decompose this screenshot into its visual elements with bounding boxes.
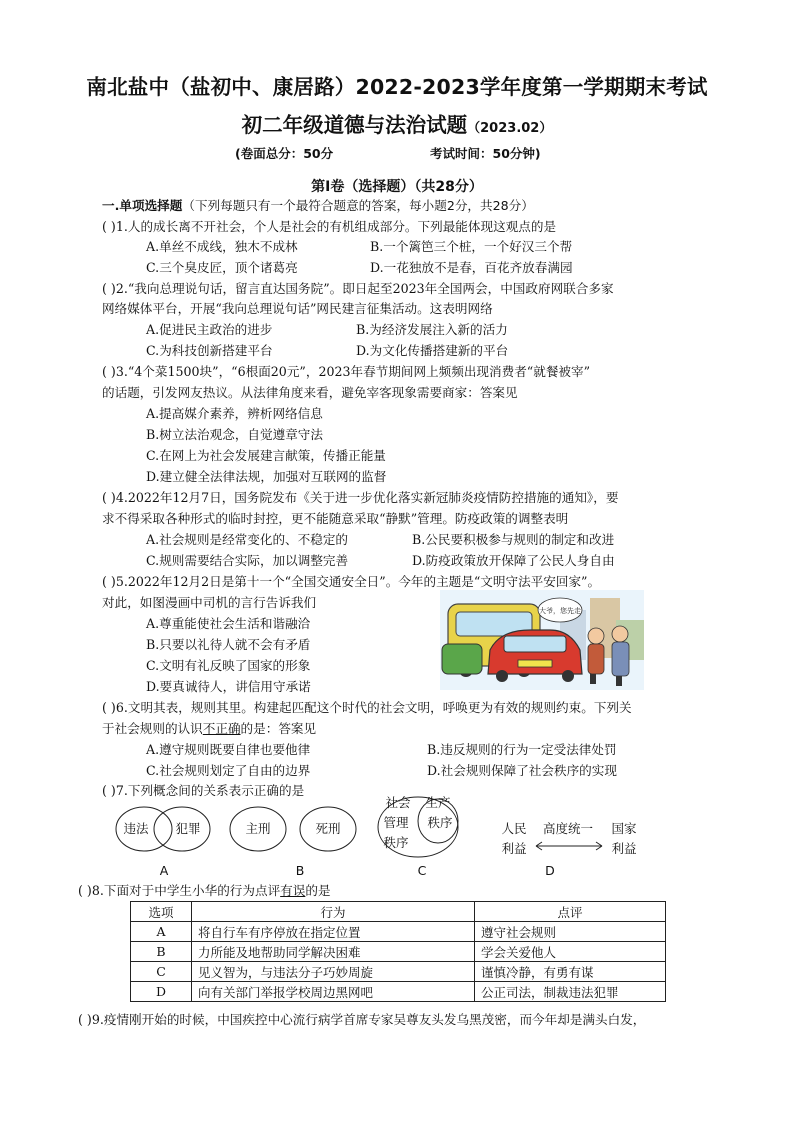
question-3: ( )3.“4个菜1500块”，“6根面20元”，2023年春节期间网上频频出现消费者“就餐被宰” <box>102 364 591 379</box>
table-cell: 遵守社会规则 <box>475 922 666 942</box>
q4-option-d: D.防疫政策放开保障了公民人身自由 <box>412 553 615 568</box>
q1-option-c: C.三个臭皮匠，顶个诸葛亮 <box>146 260 298 275</box>
table-cell: A <box>131 922 192 942</box>
q6-option-d: D.社会规则保障了社会秩序的实现 <box>427 763 617 778</box>
exam-title: 南北盐中（盐初中、康居路）2022-2023学年度第一学期期末考试 <box>86 75 708 99</box>
q1-option-d: D.一花独放不是春，百花齐放春满园 <box>370 260 573 275</box>
question-2: ( )2.“我向总理说句话，留言直达国务院”。即日起至2023年全国两会，中国政府网联合多家 <box>102 281 614 296</box>
subtitle-text: 初二年级道德与法治试题 <box>241 113 468 137</box>
q4-option-b: B.公民要积极参与规则的制定和改进 <box>412 532 615 547</box>
diagram-c-t2: 生产 <box>425 795 451 810</box>
table-header-option: 选项 <box>131 902 192 922</box>
diagram-c-t1: 社会 <box>385 795 411 810</box>
diagram-d-t3: 高度统一 <box>542 821 594 836</box>
q6-text-1: 于社会规则的认识 <box>102 721 203 736</box>
exam-date: （2023.02） <box>467 121 553 136</box>
q1-option-b: B.一个篱笆三个桩，一个好汉三个帮 <box>370 239 573 254</box>
table-row <box>131 942 666 962</box>
instruction-text: （下列每题只有一个最符合题意的答案，每小题2分，共28分） <box>182 198 534 213</box>
diagram-c-t5: 秩序 <box>383 835 409 850</box>
table-row <box>131 982 666 1002</box>
question-3-cont: 的话题，引发网友热议。从法律角度来看，避免宰客现象需要商家：答案见 <box>102 385 518 400</box>
table-header-comment: 点评 <box>475 902 666 922</box>
table-cell: 公正司法，制裁违法犯罪 <box>475 982 666 1002</box>
diagram-d-t2: 利益 <box>501 841 527 856</box>
question-2-cont: 网络媒体平台，开展“我向总理说句话”网民建言征集活动。这表明网络 <box>102 301 493 316</box>
diagram-d-label: D <box>545 863 555 878</box>
diagram-d-t4: 国家 <box>611 821 637 836</box>
q4-option-c: C.规则需要结合实际，加以调整完善 <box>146 553 349 568</box>
table-row <box>131 962 666 982</box>
table-cell: B <box>131 942 192 962</box>
q8-text-2: 的是 <box>305 883 331 898</box>
table-cell: 向有关部门举报学校周边黑网吧 <box>192 982 475 1002</box>
q5-option-d: D.要真诚待人，讲信用守承诺 <box>146 679 311 694</box>
question-8 <box>78 881 331 901</box>
section-title: 第Ⅰ卷（选择题）（共28分） <box>311 179 483 195</box>
section-instruction <box>102 196 534 216</box>
question-5: ( )5.2022年12月2日是第十一个“全国交通安全日”。今年的主题是“文明守法平安回家”。 <box>102 574 601 589</box>
diagram-a-right: 犯罪 <box>175 821 201 836</box>
question-1: ( )1.人的成长离不开社会，个人是社会的有机组成部分。下列最能体现这观点的是 <box>102 219 557 234</box>
q6-not-correct: 不正确 <box>202 721 241 736</box>
exam-time: 考试时间：50分钟) <box>430 146 541 161</box>
table-cell: D <box>131 982 192 1002</box>
table-cell: 力所能及地帮助同学解决困难 <box>192 942 475 962</box>
question-7: ( )7.下列概念间的关系表示正确的是 <box>102 783 305 798</box>
q5-option-a: A.尊重能使社会生活和谐融洽 <box>146 616 311 631</box>
diagram-d-t5: 利益 <box>611 841 637 856</box>
q2-option-b: B.为经济发展注入新的活力 <box>356 322 508 337</box>
total-score: (卷面总分：50分 <box>235 146 334 161</box>
q3-option-a: A.提高媒介素养，辨析网络信息 <box>146 406 323 421</box>
diagram-c-label: C <box>417 863 427 878</box>
q4-option-a: A.社会规则是经常变化的、不稳定的 <box>146 532 349 547</box>
diagram-c-t4: 秩序 <box>427 815 453 830</box>
q5-option-b: B.只要以礼待人就不会有矛盾 <box>146 637 311 652</box>
q1-option-a: A.单丝不成线，独木不成林 <box>146 239 298 254</box>
q6-text-2: 的是：答案见 <box>240 721 317 736</box>
instruction-label: 一.单项选择题 <box>102 198 183 213</box>
diagram-b-right: 死刑 <box>315 821 341 836</box>
q8-table <box>130 901 666 1002</box>
q3-option-b: B.树立法治观念，自觉遵章守法 <box>146 427 323 442</box>
q8-wrong: 有误 <box>280 883 306 898</box>
diagram-a-left: 违法 <box>123 821 149 836</box>
concept-diagram <box>110 795 650 881</box>
q3-option-d: D.建立健全法律法规，加强对互联网的监督 <box>146 469 387 484</box>
q2-option-d: D.为文化传播搭建新的平台 <box>356 343 509 358</box>
diagram-b-left: 主刑 <box>245 821 271 836</box>
table-cell: 将自行车有序停放在指定位置 <box>192 922 475 942</box>
diagram-c-t3: 管理 <box>383 815 409 830</box>
question-4-cont: 求不得采取各种形式的临时封控，更不能随意采取“静默”管理。防疫政策的调整表明 <box>102 511 569 526</box>
q8-text-1: ( )8.下面对于中学生小华的行为点评 <box>78 883 281 898</box>
question-4: ( )4.2022年12月7日，国务院发布《关于进一步优化落实新冠肺炎疫情防控措施的通知》，要 <box>102 490 619 505</box>
q5-option-c: C.文明有礼反映了国家的形象 <box>146 658 311 673</box>
q2-option-a: A.促进民主政治的进步 <box>146 322 273 337</box>
diagram-a-label: A <box>159 863 169 878</box>
diagram-b-label: B <box>295 863 305 878</box>
q6-option-b: B.违反规则的行为一定受法律处罚 <box>427 742 617 757</box>
table-header-row <box>131 902 666 922</box>
table-row <box>131 922 666 942</box>
cartoon-speech: 大爷，您先走 <box>539 607 581 615</box>
q6-option-c: C.社会规则划定了自由的边界 <box>146 763 311 778</box>
table-cell: C <box>131 962 192 982</box>
table-cell: 谨慎冷静，有勇有谋 <box>475 962 666 982</box>
question-9: ( )9.疫情刚开始的时候，中国疾控中心流行病学首席专家吴尊友头发乌黑茂密，而今年却是满头白发， <box>78 1012 646 1027</box>
q3-option-c: C.在网上为社会发展建言献策，传播正能量 <box>146 448 386 463</box>
traffic-cartoon-image <box>440 590 644 690</box>
table-cell: 学会关爱他人 <box>475 942 666 962</box>
q6-option-a: A.遵守规则既要自律也要他律 <box>146 742 311 757</box>
question-6-cont <box>102 719 316 739</box>
question-5-cont: 对此，如图漫画中司机的言行告诉我们 <box>102 595 317 610</box>
table-header-behavior: 行为 <box>192 902 475 922</box>
diagram-d-t1: 人民 <box>501 821 527 836</box>
table-cell: 见义智为，与违法分子巧妙周旋 <box>192 962 475 982</box>
exam-subtitle <box>0 108 794 138</box>
question-6: ( )6.文明其表，规则其里。构建起匹配这个时代的社会文明，呼唤更为有效的规则约束。下列关 <box>102 700 632 715</box>
q2-option-c: C.为科技创新搭建平台 <box>146 343 273 358</box>
